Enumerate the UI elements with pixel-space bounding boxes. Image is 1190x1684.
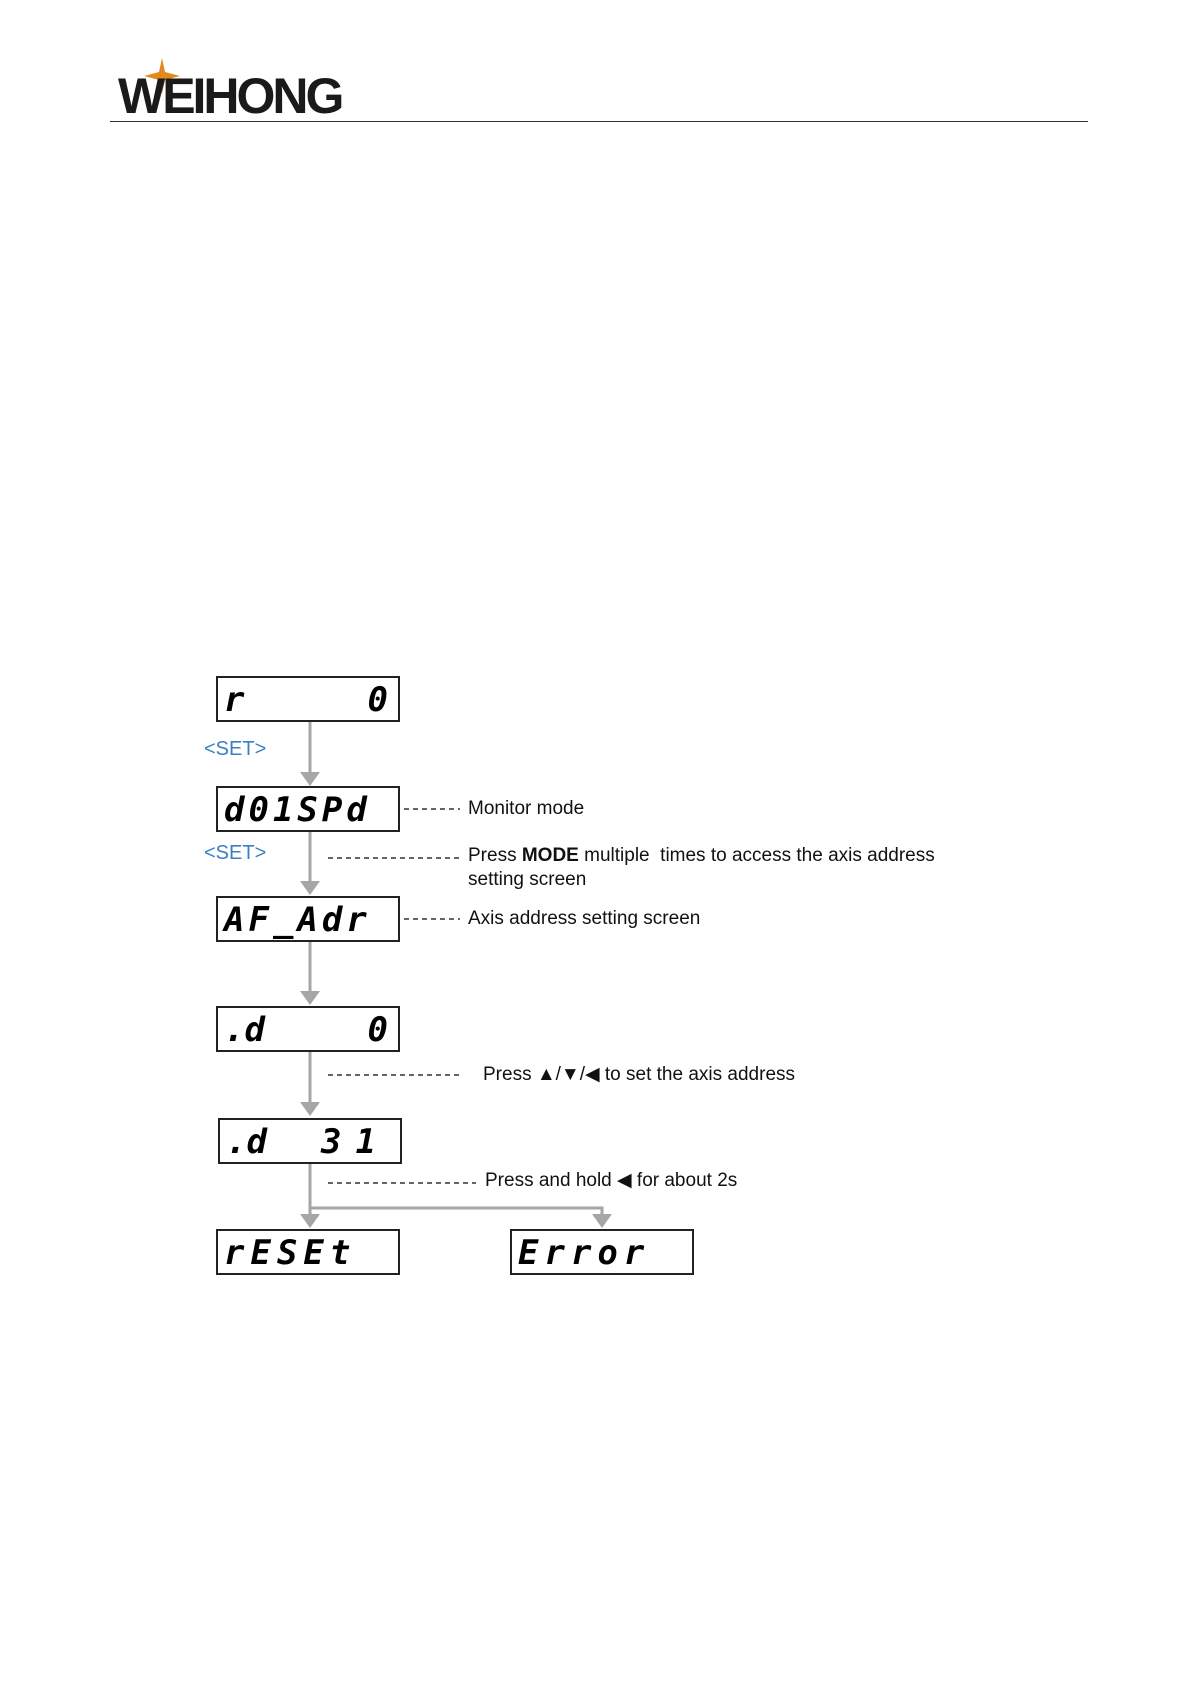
note-axis-screen: Axis address setting screen bbox=[468, 908, 701, 929]
note-press-arrows: Press ▲/▼/◀ to set the axis address bbox=[483, 1064, 796, 1085]
lcd-id0 bbox=[216, 1006, 400, 1052]
note-press-mode-line2: setting screen bbox=[468, 869, 587, 890]
lcd-error bbox=[510, 1229, 694, 1275]
lcd-af-adr-text: AF_Adr bbox=[224, 900, 371, 940]
connector-6 bbox=[310, 1208, 602, 1220]
lcd-reset-text: rESEt bbox=[224, 1233, 357, 1273]
lcd-error-text: Error bbox=[518, 1233, 651, 1273]
lcd-r0-left: r bbox=[224, 680, 245, 720]
note-press-mode-bold: MODE bbox=[521, 845, 579, 866]
lcd-id31-right: 31 bbox=[321, 1122, 390, 1162]
note-press-mode-prefix: Press bbox=[468, 845, 522, 866]
note-press-mode-suffix: multiple times to access the axis address bbox=[578, 845, 935, 866]
note-press-hold: Press and hold ◀ for about 2s bbox=[485, 1170, 738, 1191]
lcd-r0-right: 0 bbox=[367, 680, 388, 720]
lcd-d01spd-text: d01SPd bbox=[224, 790, 371, 830]
lcd-af-adr bbox=[216, 896, 400, 942]
lcd-id0-right: 0 bbox=[367, 1010, 388, 1050]
note-press-mode bbox=[468, 844, 935, 892]
lcd-id0-left: .d bbox=[224, 1010, 265, 1050]
logo-text: WEIHONG bbox=[118, 68, 342, 124]
lcd-r0 bbox=[216, 676, 400, 722]
lcd-reset bbox=[216, 1229, 400, 1275]
lcd-id31-left: .d bbox=[226, 1122, 267, 1162]
set-label-1: <SET> bbox=[204, 738, 267, 760]
set-label-2: <SET> bbox=[204, 842, 267, 864]
note-monitor-mode: Monitor mode bbox=[468, 798, 585, 819]
lcd-d01spd bbox=[216, 786, 400, 832]
lcd-id31 bbox=[218, 1118, 402, 1164]
